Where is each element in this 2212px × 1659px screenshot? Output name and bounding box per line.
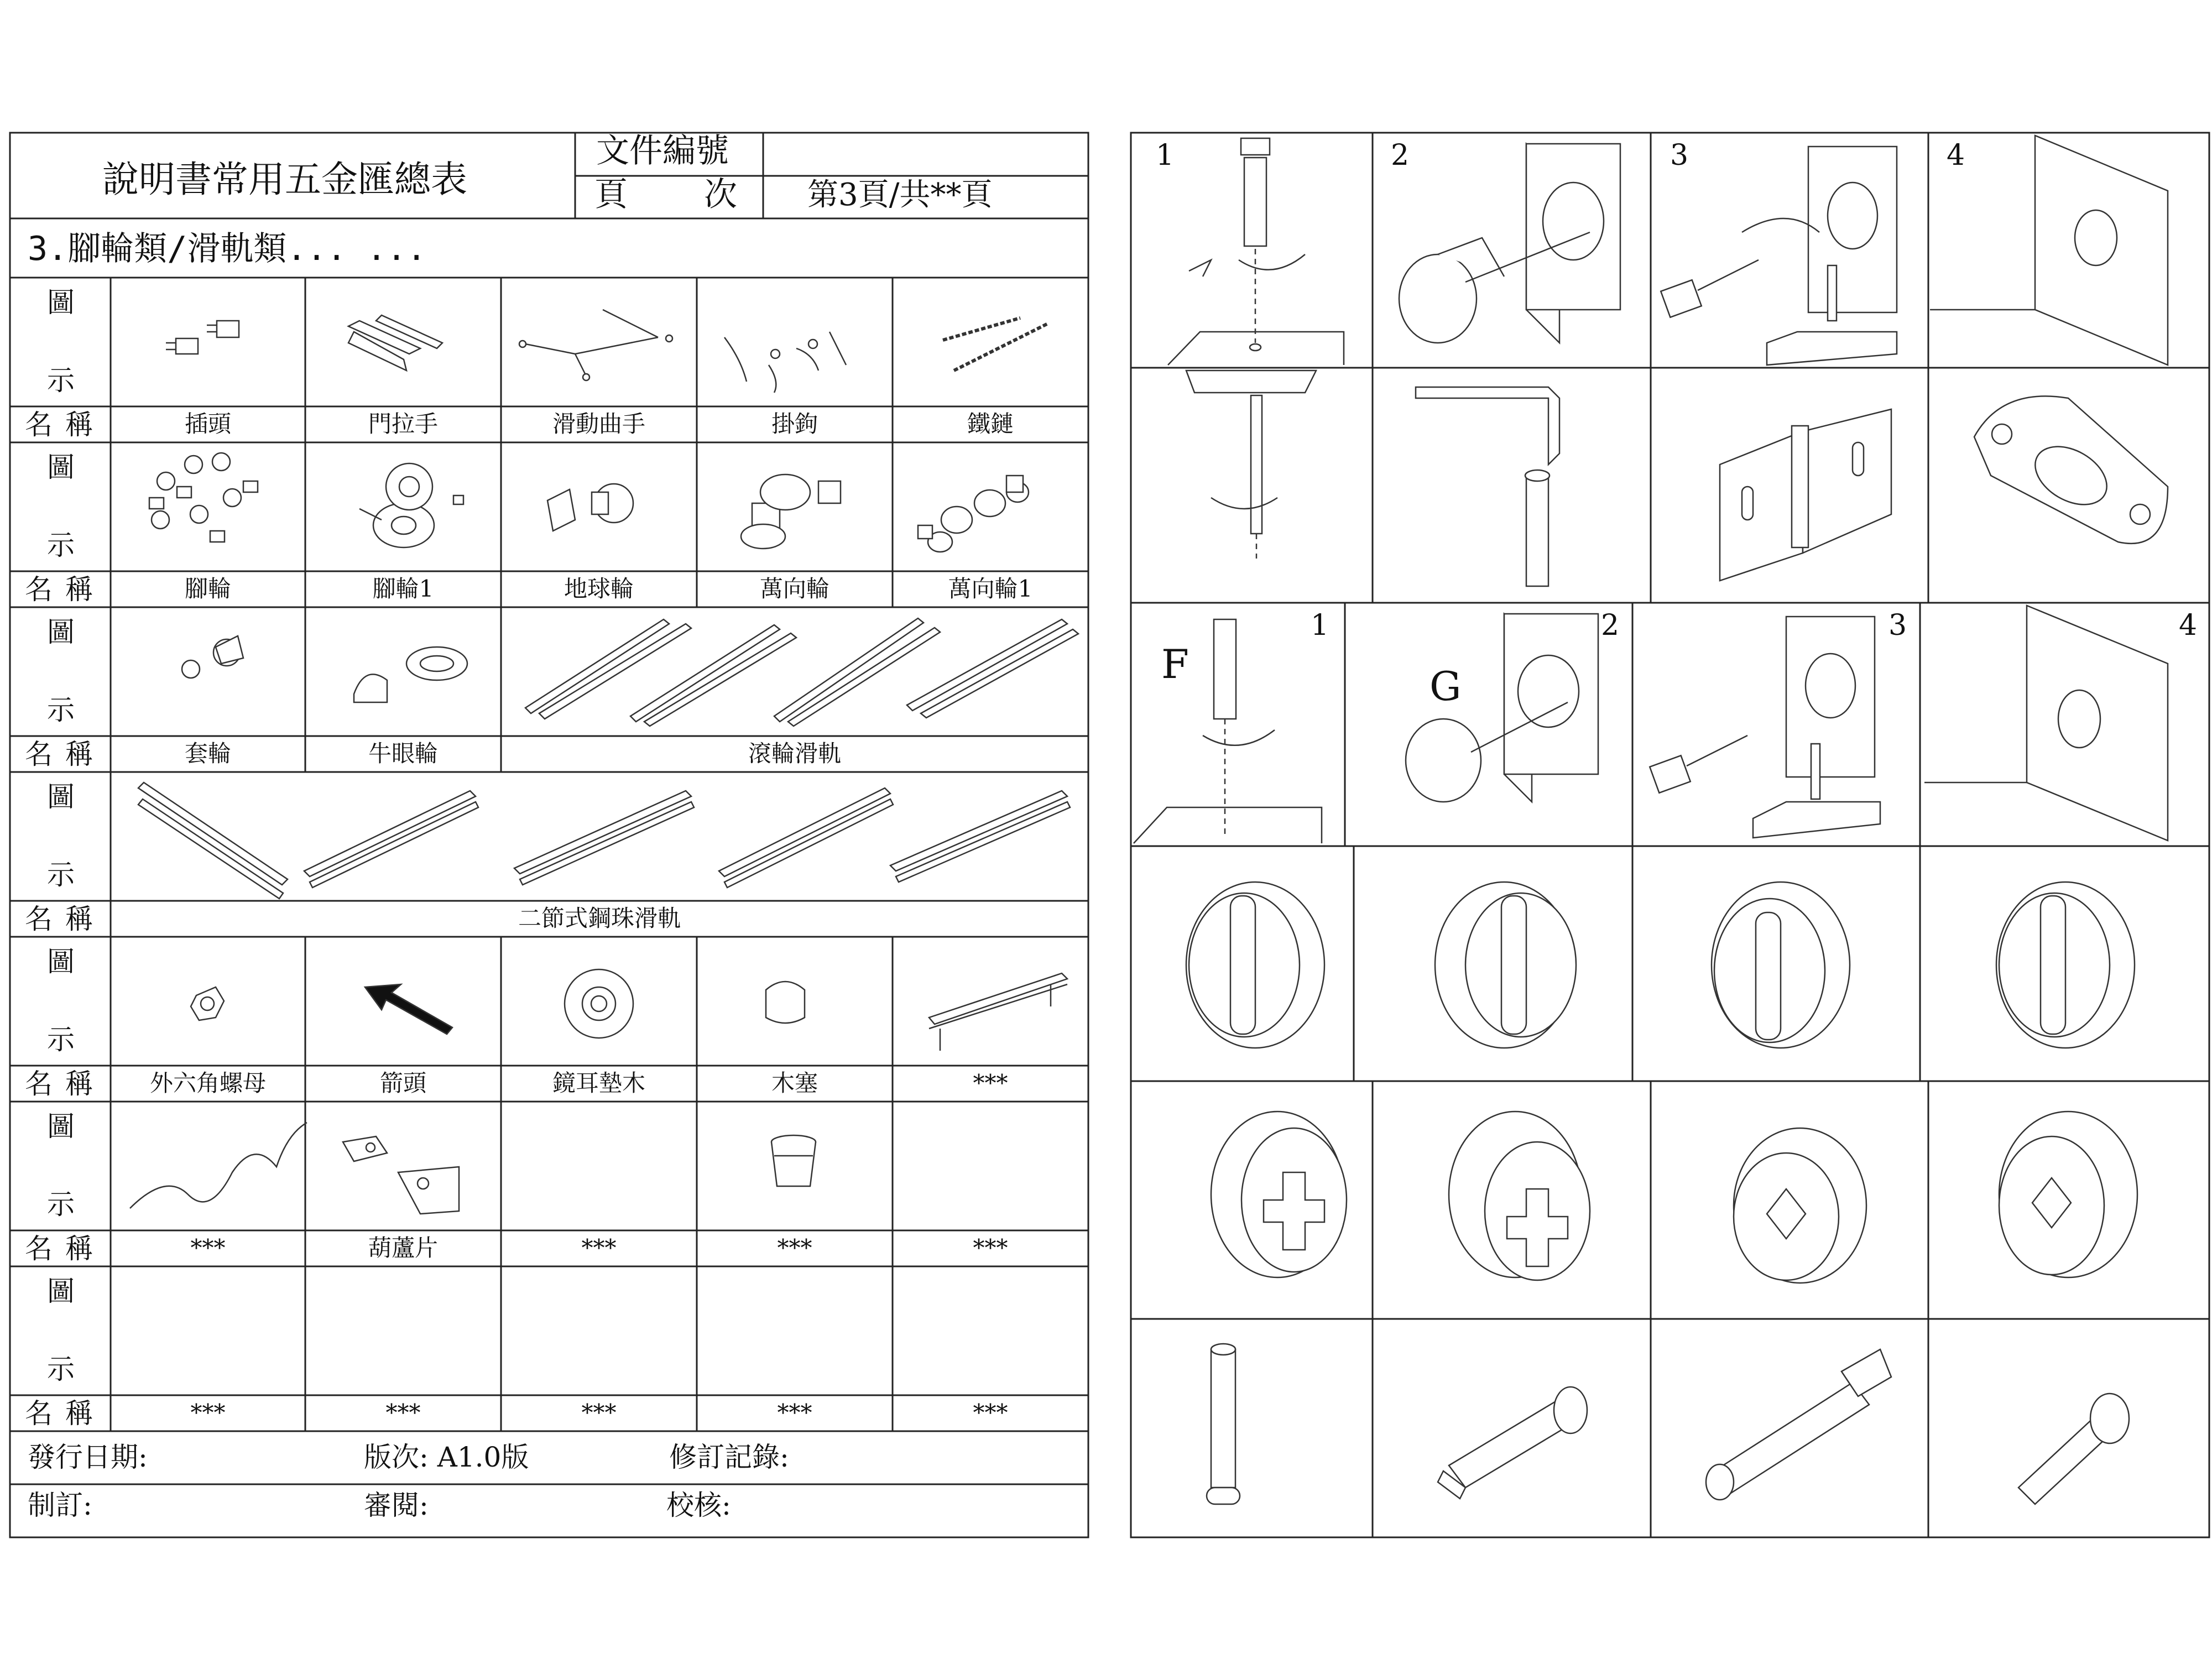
item-name: 鐵鏈 bbox=[967, 410, 1014, 437]
issue-date-label: 發行日期: bbox=[28, 1441, 148, 1473]
image-label: 示 bbox=[47, 1024, 75, 1056]
version-label: 版次: A1.0版 bbox=[364, 1441, 529, 1473]
image-label: 示 bbox=[47, 529, 75, 561]
item-name: 滑動曲手 bbox=[552, 410, 645, 437]
name-label: 稱 bbox=[65, 1233, 93, 1265]
item-name: 箭頭 bbox=[379, 1070, 426, 1097]
dowel-bolt-icon bbox=[1207, 1344, 1240, 1504]
item-name: *** bbox=[190, 1234, 226, 1261]
item-name: *** bbox=[581, 1399, 617, 1426]
allen-key-icon bbox=[1416, 387, 1559, 586]
image-label: 圖 bbox=[47, 286, 75, 319]
hinge-icon bbox=[1720, 409, 1891, 581]
image-label: 圖 bbox=[47, 946, 75, 978]
image-label: 圖 bbox=[47, 451, 75, 483]
step-number: 3 bbox=[1670, 139, 1689, 172]
checked-by-label: 校核: bbox=[666, 1489, 731, 1521]
cam-fitting-icon bbox=[1999, 1112, 2137, 1277]
name-label: 稱 bbox=[65, 409, 93, 441]
name-label: 名 bbox=[25, 1068, 53, 1100]
cam-fitting-icon bbox=[1734, 1128, 1866, 1283]
doc-number-label: 文件編號 bbox=[596, 132, 729, 170]
image-label: 圖 bbox=[47, 616, 75, 648]
item-name: 滾輪滑軌 bbox=[748, 740, 841, 767]
item-name: *** bbox=[190, 1399, 226, 1426]
step-number: 2 bbox=[1391, 139, 1410, 172]
item-name: *** bbox=[581, 1234, 617, 1261]
cam-lock-icon bbox=[1186, 882, 1324, 1048]
page-number: 第3頁/共**頁 bbox=[807, 177, 993, 213]
item-name: *** bbox=[973, 1070, 1008, 1097]
image-label: 示 bbox=[47, 694, 75, 726]
step-number: 4 bbox=[1947, 139, 1965, 172]
name-label: 名 bbox=[25, 1233, 53, 1265]
name-label: 稱 bbox=[65, 1397, 93, 1430]
item-name: 葫蘆片 bbox=[368, 1234, 438, 1261]
item-name: 腳輪1 bbox=[372, 575, 434, 602]
reviewed-by-label: 審閱: bbox=[364, 1489, 429, 1521]
name-label: 稱 bbox=[65, 1068, 93, 1100]
item-name: *** bbox=[777, 1399, 812, 1426]
image-label: 示 bbox=[47, 364, 75, 397]
cam-lock-icon bbox=[1712, 882, 1850, 1048]
screwdriver-step-icon bbox=[1650, 617, 1880, 838]
dowel-bolt-icon bbox=[1706, 1349, 1891, 1500]
item-name: 插頭 bbox=[184, 410, 231, 437]
item-name: 套輪 bbox=[184, 740, 231, 767]
step-number: 3 bbox=[1888, 609, 1907, 642]
dowel-bolt-icon bbox=[2018, 1394, 2129, 1504]
item-name: 鏡耳墊木 bbox=[552, 1070, 645, 1097]
item-name: 萬向輪1 bbox=[948, 575, 1033, 602]
keyhole-plate-icon bbox=[1974, 396, 2168, 543]
item-name: 掛鉤 bbox=[771, 410, 818, 437]
step-number: 1 bbox=[1311, 609, 1329, 642]
item-name: 萬向輪 bbox=[759, 575, 830, 602]
image-label: 圖 bbox=[47, 781, 75, 813]
screwdriver-step-icon bbox=[1661, 147, 1897, 365]
made-by-label: 制訂: bbox=[28, 1489, 92, 1521]
name-label: 名 bbox=[25, 1397, 53, 1430]
item-name: 門拉手 bbox=[368, 410, 438, 437]
page-label-1: 頁 bbox=[594, 175, 628, 214]
document-title: 說明書常用五金匯總表 bbox=[102, 158, 467, 201]
item-name: *** bbox=[777, 1234, 812, 1261]
name-label: 稱 bbox=[65, 903, 93, 935]
cam-lock-icon bbox=[1435, 882, 1576, 1048]
cam-lock-assembled-icon bbox=[1930, 135, 2168, 365]
step-number: 2 bbox=[1601, 609, 1620, 642]
step-letter: G bbox=[1430, 663, 1462, 709]
item-name: *** bbox=[973, 1234, 1008, 1261]
item-name: 牛眼輪 bbox=[368, 740, 438, 767]
step-number: 1 bbox=[1156, 139, 1175, 172]
name-label: 稱 bbox=[65, 738, 93, 770]
item-name: 二節式鋼珠滑軌 bbox=[518, 905, 681, 932]
cam-lock-icon bbox=[1996, 882, 2135, 1048]
image-label: 圖 bbox=[47, 1275, 75, 1307]
section-title: 3.腳輪類/滑軌類... ... bbox=[28, 229, 427, 268]
item-name: 外六角螺母 bbox=[149, 1070, 266, 1097]
dowel-bolt-icon bbox=[1438, 1387, 1587, 1499]
item-name: *** bbox=[385, 1399, 421, 1426]
image-label: 示 bbox=[47, 1188, 75, 1220]
cam-dowel-step-icon bbox=[1186, 371, 1316, 559]
revision-label: 修訂記錄: bbox=[669, 1441, 789, 1473]
step-number: 4 bbox=[2179, 609, 2198, 642]
name-label: 名 bbox=[25, 573, 53, 606]
cam-fitting-icon bbox=[1211, 1112, 1347, 1277]
cam-dowel-step-icon bbox=[1168, 138, 1344, 365]
image-label: 示 bbox=[47, 859, 75, 891]
cam-lock-insert-icon bbox=[1399, 144, 1620, 343]
image-label: 示 bbox=[47, 1353, 75, 1385]
step-letter: F bbox=[1161, 641, 1189, 687]
page-label-2: 次 bbox=[704, 175, 737, 214]
cam-fitting-icon bbox=[1449, 1112, 1590, 1280]
item-name: 地球輪 bbox=[564, 575, 634, 602]
item-name: 木塞 bbox=[771, 1070, 818, 1097]
cam-lock-assembled-icon bbox=[1924, 606, 2168, 841]
name-label: 名 bbox=[25, 903, 53, 935]
image-label: 圖 bbox=[47, 1110, 75, 1142]
name-label: 名 bbox=[25, 738, 53, 770]
item-name: *** bbox=[973, 1399, 1008, 1426]
item-name: 腳輪 bbox=[184, 575, 231, 602]
name-label: 稱 bbox=[65, 573, 93, 606]
name-label: 名 bbox=[25, 409, 53, 441]
